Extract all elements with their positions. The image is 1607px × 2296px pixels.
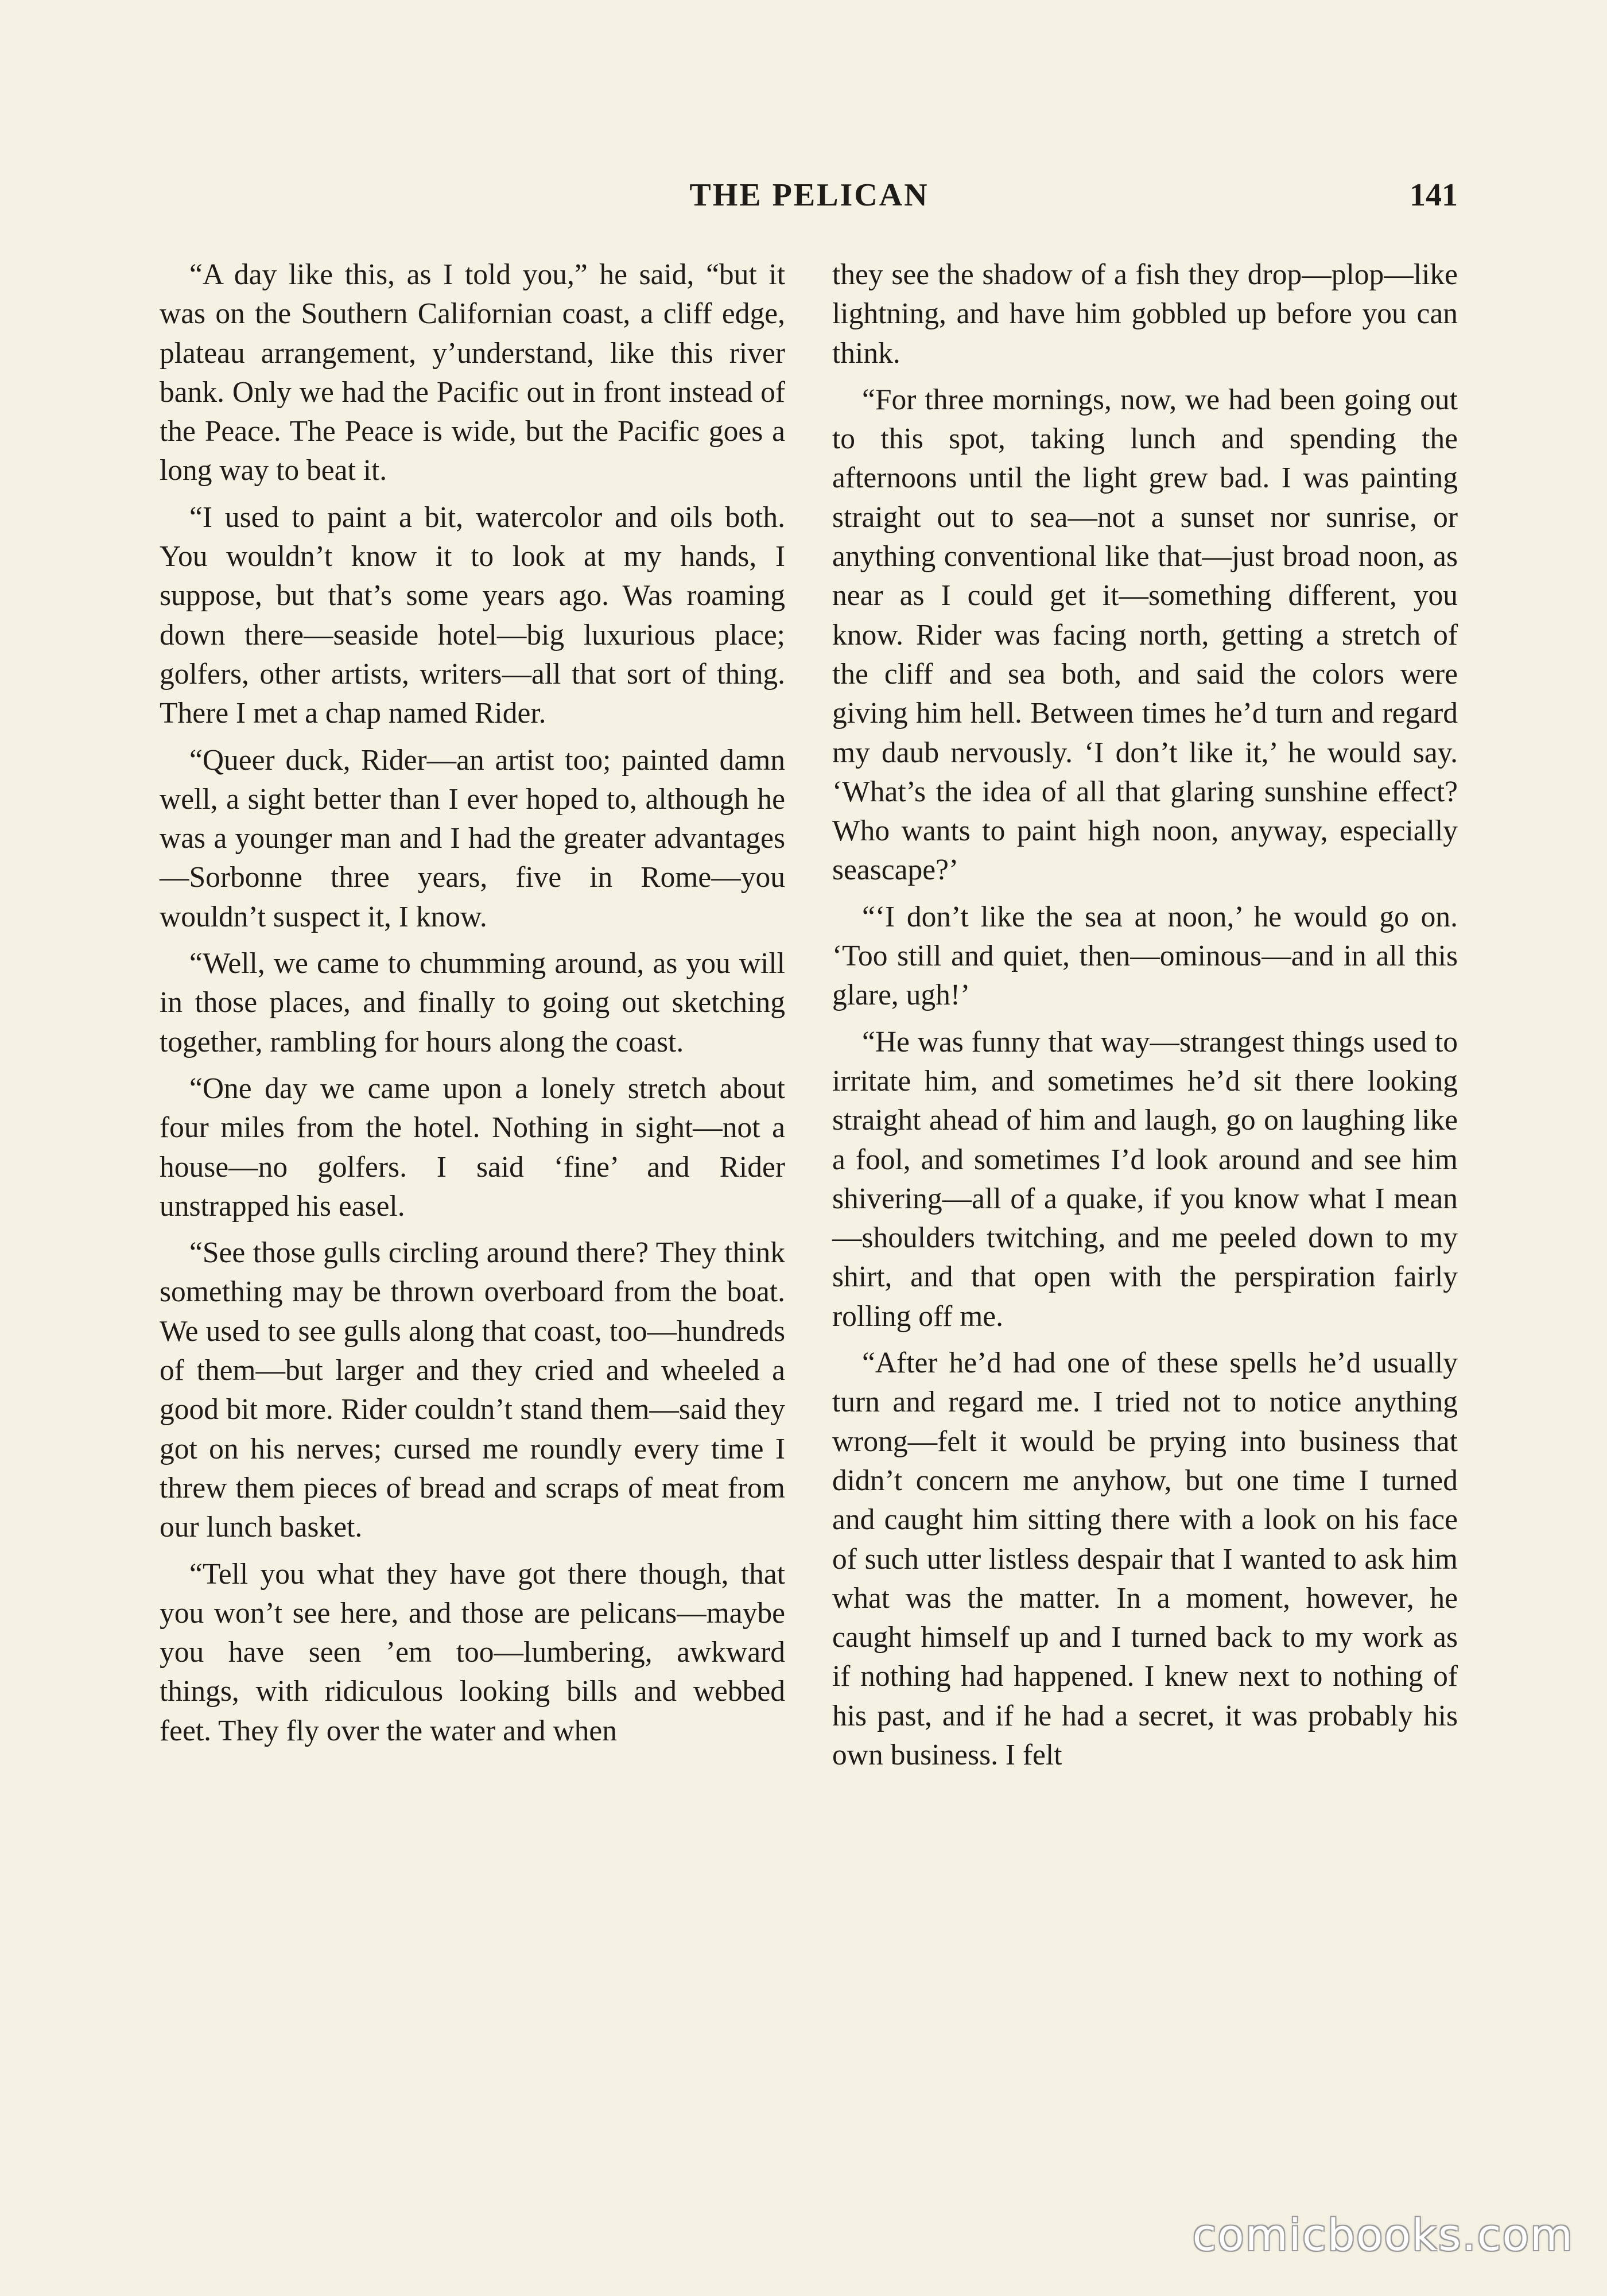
text-columns [160,255,1458,2150]
paragraph: “Well, we came to chumming around, as you will in those places, and finally to going out sketching together, rambling for hours along the coast. [160,947,785,1058]
watermark-logo: comicbooks.com [1192,2209,1574,2260]
paragraph: “I used to paint a bit, watercolor and oils both. You wouldn’t know it to look at my hands, I suppose, but that’s some years ago. Was roaming down there—seaside hotel—big luxurious place; golfers, other artists, writers—all that sort of thing. There I met a chap named Rider. [160,501,785,730]
paragraph: “For three mornings, now, we had been going out to this spot, taking lunch and spending the afternoons until the light grew bad. I was painting straight out to sea—not a sunset nor sunrise, or anything conventional like that—just broad noon, as near as I could get it—something different, you know. Rider was facing north, getting a stretch of the cliff and sea both, and said the colors were giving him hell. Between times he’d turn and regard my daub nervously. ‘I don’t like it,’ he would say. ‘What’s the idea of all that glaring sunshine effect? Who wants to paint high noon, anyway, especially seascape?’ [832,383,1458,887]
paragraph: “‘I don’t like the sea at noon,’ he would go on. ‘Too still and quiet, then—ominous—and in all this glare, ugh!’ [832,900,1458,1012]
paragraph: “See those gulls circling around there? They think something may be thrown overboard from the boat. We used to see gulls along that coast, too—hundreds of them—but larger and they cried and wheeled a good bit more. Rider couldn’t stand them—said they got on his nerves; cursed me roundly every time I threw them pieces of bread and scraps of meat from our lunch basket. [160,1236,785,1544]
paragraph: “A day like this, as I told you,” he said, “but it was on the Southern Californian coast, a cliff edge, plateau arrangement, y’understand, like this river bank. Only we had the Pacific out in front instead of the Peace. The Peace is wide, but the Pacific goes a long way to beat it. [160,258,785,487]
paragraph: “One day we came upon a lonely stretch about four miles from the hotel. Nothing in sight—not a house—no golfers. I said ‘fine’ and Rider unstrapped his easel. [160,1072,785,1223]
right-column [832,255,1458,2150]
paragraph-continued: they see the shadow of a fish they drop—plop—like lightning, and have him gobbled up before you can think. [832,258,1458,370]
page-header [161,172,1458,218]
paragraph: “Queer duck, Rider—an artist too; painted damn well, a sight better than I ever hoped to, although he was a younger man and I had the greater advantages—Sorbonne three years, five in Rome—you wouldn’t suspect it, I know. [160,743,785,933]
paragraph: “After he’d had one of these spells he’d usually turn and regard me. I tried not to notice anything wrong—felt it would be prying into business that didn’t concern me anyhow, but one time I turned and caught him sitting there with a look on his face of such utter listless despair that I wanted to ask him what was the matter. In a moment, however, he caught himself up and I turned back to my work as if nothing had happened. I knew next to nothing of his past, and if he had a secret, it was probably his own business. I felt [832,1347,1458,1771]
paragraph: “He was funny that way—strangest things used to irritate him, and sometimes he’d sit there looking straight ahead of him and laugh, go on laughing like a fool, and sometimes I’d look around and see him shivering—all of a quake, if you know what I mean—shoulders twitching, and me peeled down to my shirt, and that open with the perspiration fairly rolling off me. [832,1025,1458,1333]
page-number: 141 [1410,177,1458,213]
paragraph: “Tell you what they have got there though, that you won’t see here, and those are pelicans—maybe you have seen ’em too—lumbering, awkward things, with ridiculous looking bills and webbed feet. They fly over the water and when [160,1557,785,1747]
left-column [160,255,785,2150]
running-title: THE PELICAN [689,177,929,213]
